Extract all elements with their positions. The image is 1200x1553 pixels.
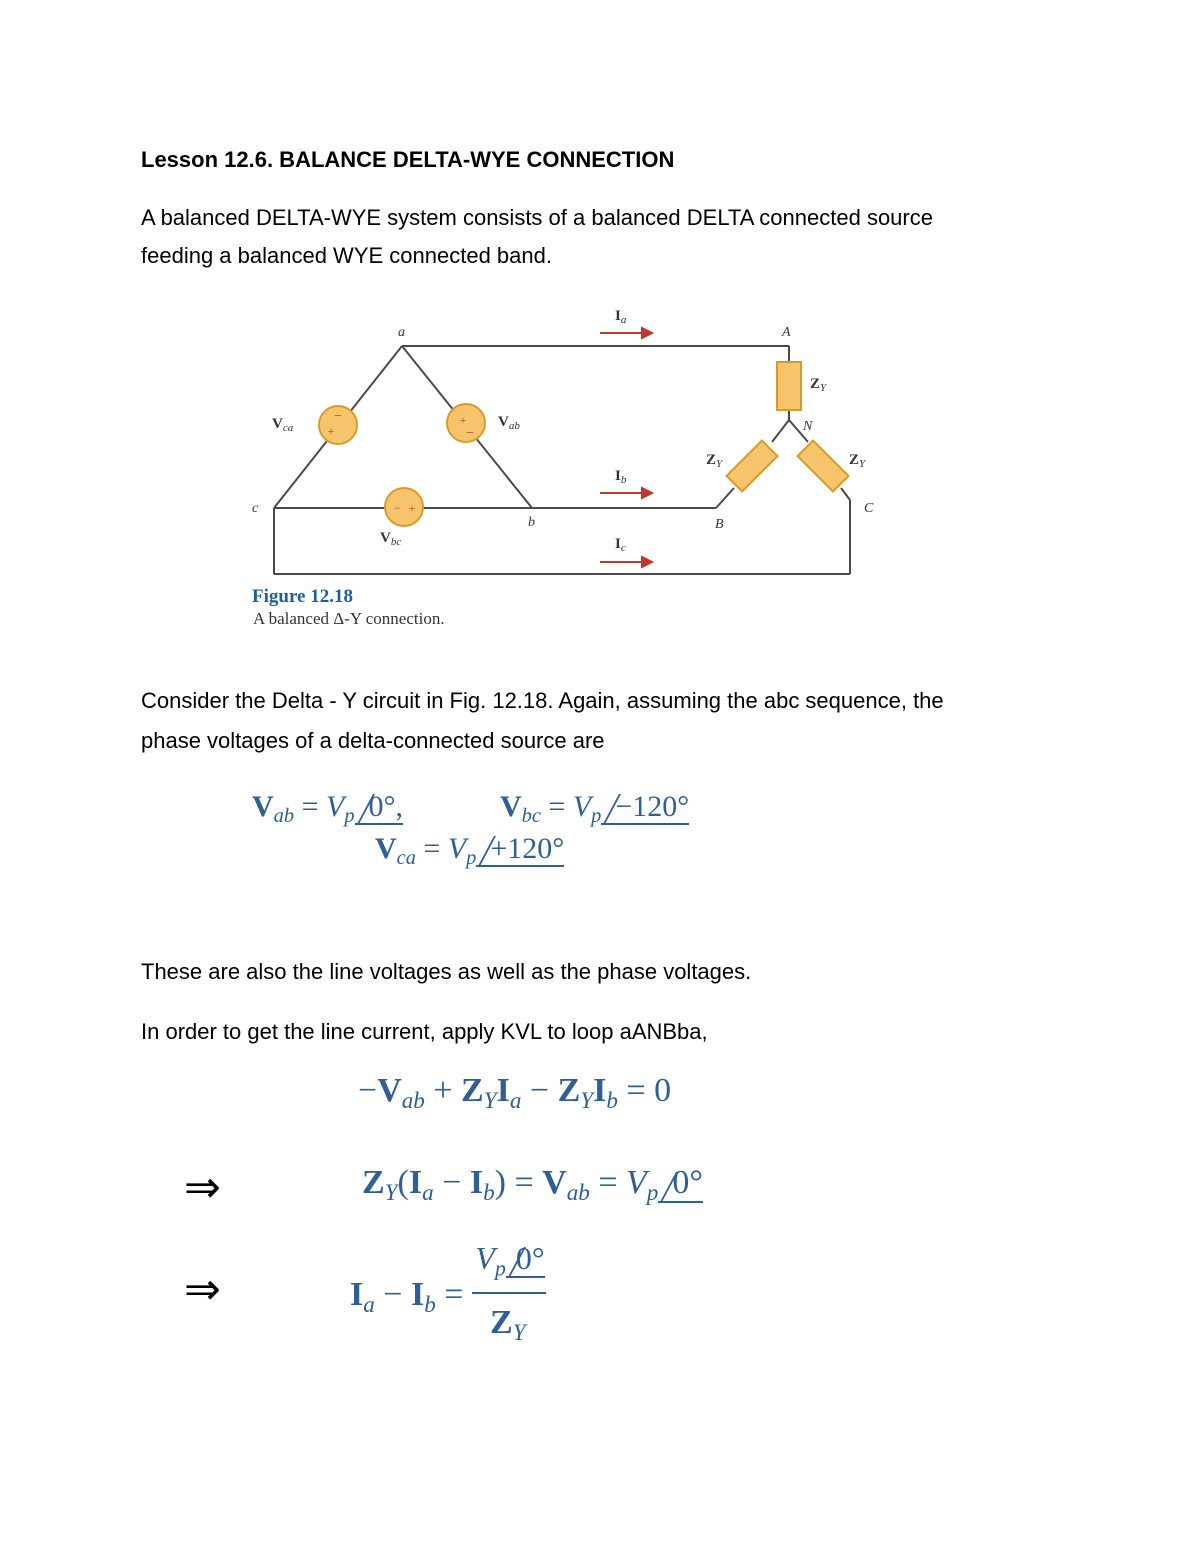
paragraph-2: These are also the line voltages as well as the phase voltages. xyxy=(141,959,752,984)
ib-label: $I_b$ xyxy=(615,468,627,486)
equation-vca: $V_{ca} = V_p +120^\circ$ xyxy=(375,832,565,870)
delta-wye-circuit-figure xyxy=(240,296,920,636)
node-c-label: c xyxy=(252,501,259,516)
svg-text:+: + xyxy=(459,413,467,427)
figure-caption-text: A balanced Δ-Y connection. xyxy=(253,609,445,628)
impedance-b xyxy=(727,441,778,492)
paragraph-1-line-2: phase voltages of a delta-connected source are xyxy=(141,728,605,753)
intro-line-1: A balanced DELTA-WYE system consists of a balanced DELTA connected source xyxy=(141,205,933,230)
node-C-label: C xyxy=(864,501,874,516)
implies-arrow-1: ⇒ xyxy=(184,1162,221,1213)
fraction-numerator: $V_p$ 0° xyxy=(475,1240,545,1281)
node-A-label: A xyxy=(782,325,791,340)
source-vbc xyxy=(385,488,423,526)
vbc-label: $V_{bc}$ xyxy=(380,530,402,548)
impedance-a xyxy=(777,362,801,410)
zy-label-a: $Z_Y$ xyxy=(810,376,827,394)
zy-label-c: $Z_Y$ xyxy=(849,452,866,470)
implies-arrow-2: ⇒ xyxy=(184,1264,221,1315)
ic-label: $I_c$ xyxy=(615,536,626,554)
fraction-bar xyxy=(472,1292,546,1294)
svg-text:−: − xyxy=(393,501,401,515)
equation-vab: $V_{ab} = V_p$ 0°, xyxy=(252,790,404,828)
svg-text:−: − xyxy=(334,409,342,424)
svg-text:−: − xyxy=(466,426,474,441)
paragraph-1-line-1: Consider the Delta - Y circuit in Fig. 12.18. Again, assuming the abc sequence, the xyxy=(141,688,944,713)
svg-text:+: + xyxy=(408,501,416,515)
source-vca xyxy=(319,406,357,444)
equation-kvl: $-V_{ab} + Z_YI_a - Z_YI_b = 0$ xyxy=(358,1072,672,1114)
zy-label-b: $Z_Y$ xyxy=(706,452,723,470)
vca-label: $V_{ca}$ xyxy=(272,416,294,434)
node-b-label: b xyxy=(528,515,535,530)
equation-vbc: $V_{bc} = V_p -120^\circ$ xyxy=(500,790,690,828)
paragraph-3: In order to get the line current, apply KVL to loop aANBba, xyxy=(141,1019,708,1044)
impedance-c xyxy=(798,441,849,492)
node-N-label: N xyxy=(803,419,813,434)
vab-label: $V_{ab}$ xyxy=(498,414,520,432)
ia-label: $I_a$ xyxy=(615,308,627,326)
fraction-denominator: $Z_Y$ xyxy=(490,1304,526,1346)
equation-current-difference-lhs: $I_a - I_b$ = xyxy=(350,1276,464,1318)
svg-text:+: + xyxy=(327,424,335,438)
equation-zy-difference: $Z_Y(I_a - I_b) = V_{ab} = V_p$ 0° xyxy=(362,1164,703,1206)
figure-caption-title: Figure 12.18 xyxy=(252,586,353,607)
node-B-label: B xyxy=(715,517,724,532)
lesson-heading: Lesson 12.6. BALANCE DELTA-WYE CONNECTION xyxy=(141,147,675,172)
node-a-label: a xyxy=(398,325,405,340)
intro-line-2: feeding a balanced WYE connected band. xyxy=(141,243,552,268)
source-vab xyxy=(447,404,485,442)
